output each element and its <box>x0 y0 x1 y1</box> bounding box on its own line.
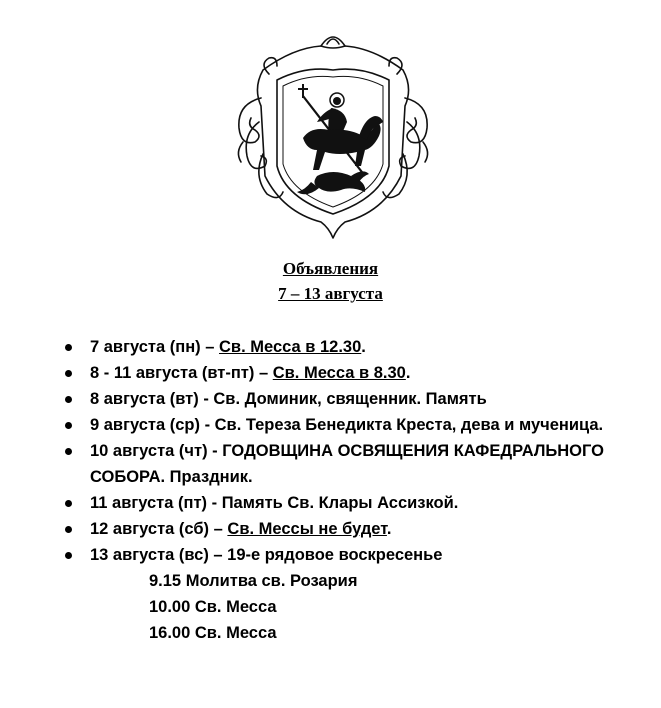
schedule-line: 9.15 Молитва св. Розария <box>149 572 358 590</box>
list-item: 8 августа (вт) - Св. Доминик, священник. Память <box>62 386 652 412</box>
announcements-list <box>62 334 652 646</box>
link-text: Св. Месса в 12.30 <box>219 338 362 356</box>
list-item: 13 августа (вс) – 19-е рядовое воскресенье 9.15 Молитва св. Розария 10.00 Св. Месса 16.00 Св. Месса <box>62 542 652 646</box>
page-title: Объявления <box>282 259 379 278</box>
list-item: 12 августа (сб) – Св. Мессы не будет. <box>62 516 652 542</box>
list-item: 8 - 11 августа (вт-пт) – Св. Месса в 8.30. <box>62 360 652 386</box>
link-text: Св. Мессы не будет <box>227 520 387 538</box>
list-item: 9 августа (ср) - Св. Тереза Бенедикта Креста, дева и мученица. <box>62 412 652 438</box>
list-item: 11 августа (пт) - Память Св. Клары Ассизкой. <box>62 490 652 516</box>
schedule-line: 10.00 Св. Месса <box>149 598 277 616</box>
list-item: 7 августа (пн) – Св. Месса в 12.30. <box>62 334 652 360</box>
link-text: Св. Месса в 8.30 <box>272 364 406 382</box>
coat-of-arms-emblem <box>233 26 433 244</box>
schedule-line: 16.00 Св. Месса <box>149 624 277 642</box>
date-range: 7 – 13 августа <box>278 284 383 303</box>
list-item: 10 августа (чт) - ГОДОВЩИНА ОСВЯЩЕНИЯ КАФЕДРАЛЬНОГО СОБОРА. Праздник. <box>62 438 652 490</box>
